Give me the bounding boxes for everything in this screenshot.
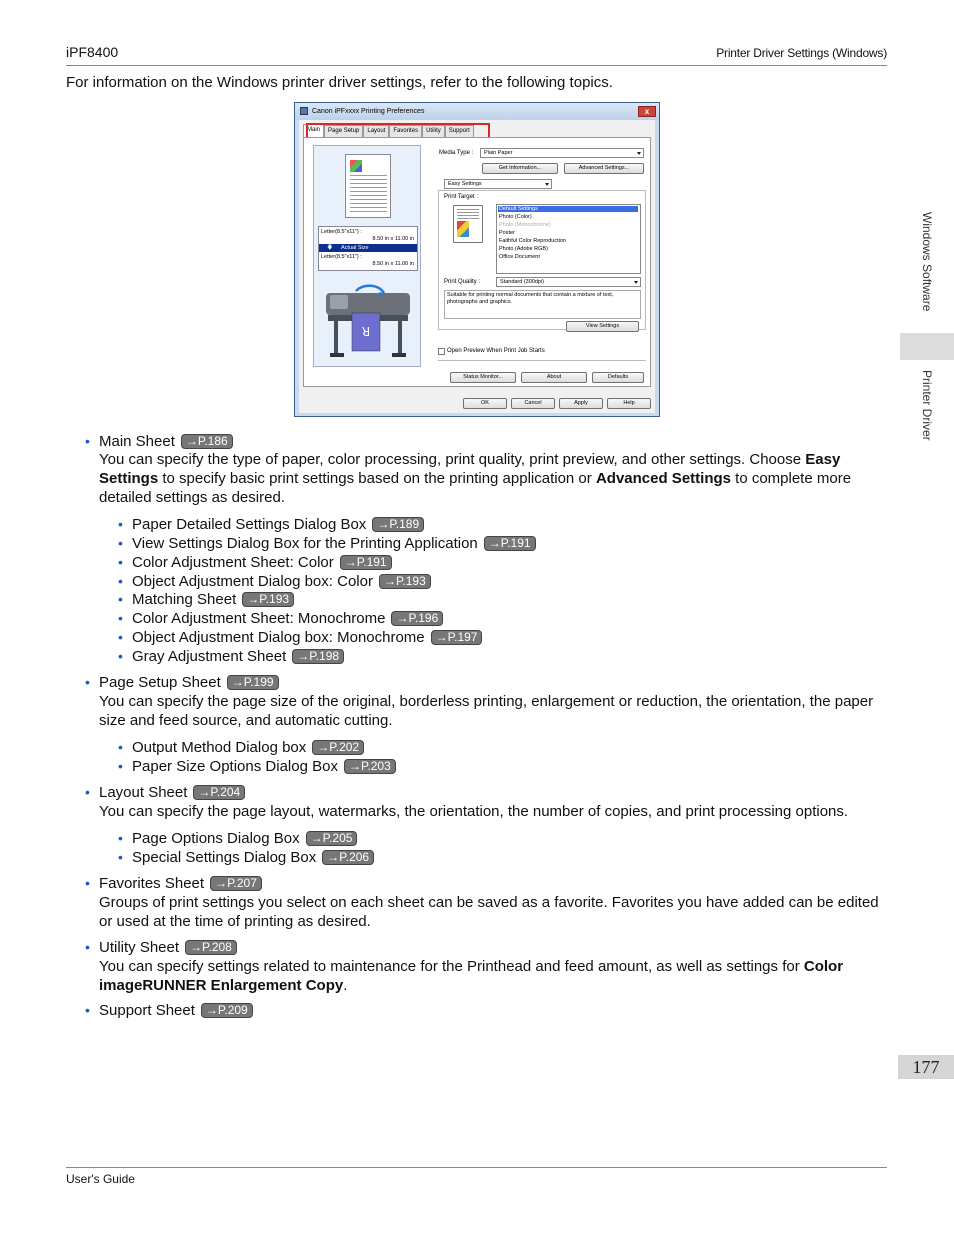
status-monitor-button[interactable]: Status Monitor... [450,372,516,383]
list-item [132,534,536,553]
list-item-support-sheet [99,1001,889,1020]
list-item-utility-sheet [99,938,889,957]
page-ref-link[interactable]: →P.186 [181,434,233,449]
page-ref-link[interactable]: →P.207 [210,876,262,891]
desc-bold: Easy Settings [99,451,841,487]
print-target-item[interactable]: Photo (Color) [499,214,532,220]
page-ref-link[interactable]: →P.202 [312,740,364,755]
dialog-title: Canon iPFxxxx Printing Preferences [312,108,425,115]
page-ref-link[interactable]: →P.191 [484,536,536,551]
item-label: Main Sheet [99,433,175,450]
desc-text: to specify basic print settings based on the printing application or [158,470,596,487]
easy-settings-value: Easy Settings [448,181,482,187]
side-tab-windows-software[interactable]: Windows Software [920,212,934,312]
output-size-label: Letter(8.5"x11") : [321,254,362,260]
print-quality-label: Print Quality : [444,279,481,285]
item-label: Utility Sheet [99,939,180,956]
list-item [132,757,396,776]
open-preview-checkbox[interactable] [438,348,445,355]
actual-size-label: Actual Size [341,245,369,251]
help-button[interactable]: Help [607,398,651,409]
get-information-button[interactable]: Get Information... [482,163,558,174]
preview-image-icon [350,160,362,172]
page-ref-link[interactable]: →P.191 [340,555,392,570]
item-label: Paper Size Options Dialog Box [132,758,338,775]
item-description [99,450,889,507]
desc-bold: Advanced Settings [595,470,731,487]
item-label: Page Setup Sheet [99,674,221,691]
item-description [99,957,889,995]
print-target-item[interactable]: Photo (Monochrome) [499,222,551,228]
arrow-down-icon: 🡇 [327,245,333,251]
page-ref-link[interactable]: →P.203 [344,759,396,774]
ok-button[interactable]: OK [463,398,507,409]
list-item [132,515,424,534]
item-label: Favorites Sheet [99,875,205,892]
chevron-down-icon [637,152,641,155]
page-ref-link[interactable]: →P.193 [379,574,431,589]
item-label: Support Sheet [99,1002,195,1019]
page-ref-link[interactable]: →P.209 [201,1003,253,1018]
page-ref-link[interactable]: →P.189 [372,517,424,532]
print-target-item[interactable]: Poster [499,230,515,236]
page-ref-link[interactable]: →P.196 [391,611,443,626]
print-target-item[interactable]: Default Settings [498,206,638,212]
easy-settings-select[interactable] [444,179,552,189]
page-ref-link[interactable]: →P.198 [292,649,344,664]
list-item [132,628,482,647]
printer-paper-letter: R [361,324,371,338]
list-item-page-setup-sheet [99,673,889,692]
side-tab-printer-driver[interactable]: Printer Driver [920,370,934,441]
thumbnail-image-icon [457,221,469,237]
cancel-button[interactable]: Cancel [511,398,555,409]
main-sheet-panel [303,137,651,387]
list-item [132,738,364,757]
desc-text: to complete more detailed settings as desired. [99,470,852,506]
desc-bold: Color imageRUNNER Enlargement Copy [99,958,844,994]
list-item-layout-sheet [99,783,889,802]
item-label: Gray Adjustment Sheet [132,648,287,665]
item-description: You can specify the page layout, watermarks, the orientation, the number of copies, and print processing options. [99,803,849,820]
page-ref-link[interactable]: →P.208 [185,940,237,955]
page-number: 177 [898,1055,954,1079]
tab-main[interactable]: Main [303,124,324,137]
desc-text: . [343,977,348,994]
page-ref-link[interactable]: →P.204 [193,785,245,800]
print-target-list[interactable] [496,204,641,274]
printer-illustration-icon [322,279,414,361]
item-label: Color Adjustment Sheet: Color [132,554,334,571]
print-quality-value: Standard (300dpi) [500,279,545,285]
divider [438,360,646,361]
thumbnail-text-lines [457,209,479,219]
tab-utility[interactable]: Utility [422,125,445,137]
item-description: You can specify the page size of the original, borderless printing, enlargement or reduction, the orientation, the paper size and feed source, and automatic cutting. [99,693,874,729]
printer-icon [300,107,308,115]
page-ref-link[interactable]: →P.197 [431,630,483,645]
list-item-main-sheet [99,432,889,451]
item-label: Page Options Dialog Box [132,830,300,847]
print-target-item[interactable]: Faithful Color Reproduction [499,238,566,244]
dialog-title-bar [295,103,659,120]
open-preview-label: Open Preview When Print Job Starts [447,348,545,354]
about-button[interactable]: About [521,372,587,383]
list-item [132,848,374,867]
item-label: Special Settings Dialog Box [132,849,317,866]
advanced-settings-button[interactable]: Advanced Settings... [564,163,644,174]
tab-support[interactable]: Support [445,125,474,137]
item-label: Object Adjustment Dialog box: Color [132,573,373,590]
print-target-thumbnail [453,205,483,243]
page-ref-link[interactable]: →P.205 [306,831,358,846]
item-description: Groups of print settings you select on each sheet can be saved as a favorite. Favorites you have added can be edited or used at the time of printing as desired. [99,894,879,930]
view-settings-button[interactable]: View Settings [566,321,639,332]
item-label: Matching Sheet [132,591,237,608]
apply-button[interactable]: Apply [559,398,603,409]
easy-settings-group [438,190,646,330]
side-tab-marker [900,333,954,360]
tab-layout[interactable]: Layout [363,125,389,137]
chevron-down-icon [634,281,638,284]
actual-size-band [319,244,417,252]
print-target-item[interactable]: Office Document [499,254,540,260]
list-item [132,829,357,848]
intro-text: For information on the Windows printer driver settings, refer to the following topics. [66,74,613,91]
list-item [132,590,294,609]
list-item [132,553,392,572]
header-product: iPF8400 [66,44,119,60]
page-ref-link[interactable]: →P.193 [242,592,294,607]
chevron-down-icon [545,183,549,186]
footer-text: User's Guide [66,1172,135,1186]
item-label: Layout Sheet [99,784,188,801]
dialog-body [299,120,655,413]
list-item [132,647,344,666]
defaults-button[interactable]: Defaults [592,372,644,383]
output-size-value: 8.50 in x 11.00 in [372,261,414,267]
description-box: Suitable for printing normal documents that contain a mixture of text, photographs and graphics. [444,290,641,319]
list-item [132,572,431,591]
preview-text-lines [350,175,387,213]
item-label: Paper Detailed Settings Dialog Box [132,516,367,533]
list-item [132,609,443,628]
paper-size-info [318,226,418,271]
media-type-value: Plain Paper [484,150,513,156]
media-type-label: Media Type : [439,150,474,156]
tab-page-setup[interactable]: Page Setup [324,125,363,137]
item-label: Color Adjustment Sheet: Monochrome [132,610,386,627]
desc-text: You can specify the type of paper, color processing, print quality, print preview, and other settings. Choose [99,451,806,468]
paper-preview [345,154,391,218]
print-preview-area [313,145,421,367]
footer-rule [66,1167,887,1168]
list-item-favorites-sheet [99,874,889,893]
page-ref-link[interactable]: →P.206 [322,850,374,865]
original-size-value: 8.50 in x 11.00 in [372,236,414,242]
tab-favorites[interactable]: Favorites [389,125,422,137]
item-label: Object Adjustment Dialog box: Monochrome [132,629,425,646]
desc-text: You can specify settings related to maintenance for the Printhead and feed amount, as well as settings for [99,958,804,975]
printing-preferences-dialog [294,102,660,417]
media-type-select[interactable] [480,148,644,158]
header-rule [66,65,887,66]
print-target-item[interactable]: Photo (Adobe RGB) [499,246,548,252]
original-size-label: Letter(8.5"x11") : [321,229,362,235]
print-quality-select[interactable] [496,277,641,287]
page-ref-link[interactable]: →P.199 [227,675,279,690]
header-section: Printer Driver Settings (Windows) [716,46,887,60]
item-label: Output Method Dialog box [132,739,307,756]
close-button[interactable]: x [638,106,656,117]
print-target-label: Print Target : [444,194,478,200]
item-label: View Settings Dialog Box for the Printing Application [132,535,478,552]
